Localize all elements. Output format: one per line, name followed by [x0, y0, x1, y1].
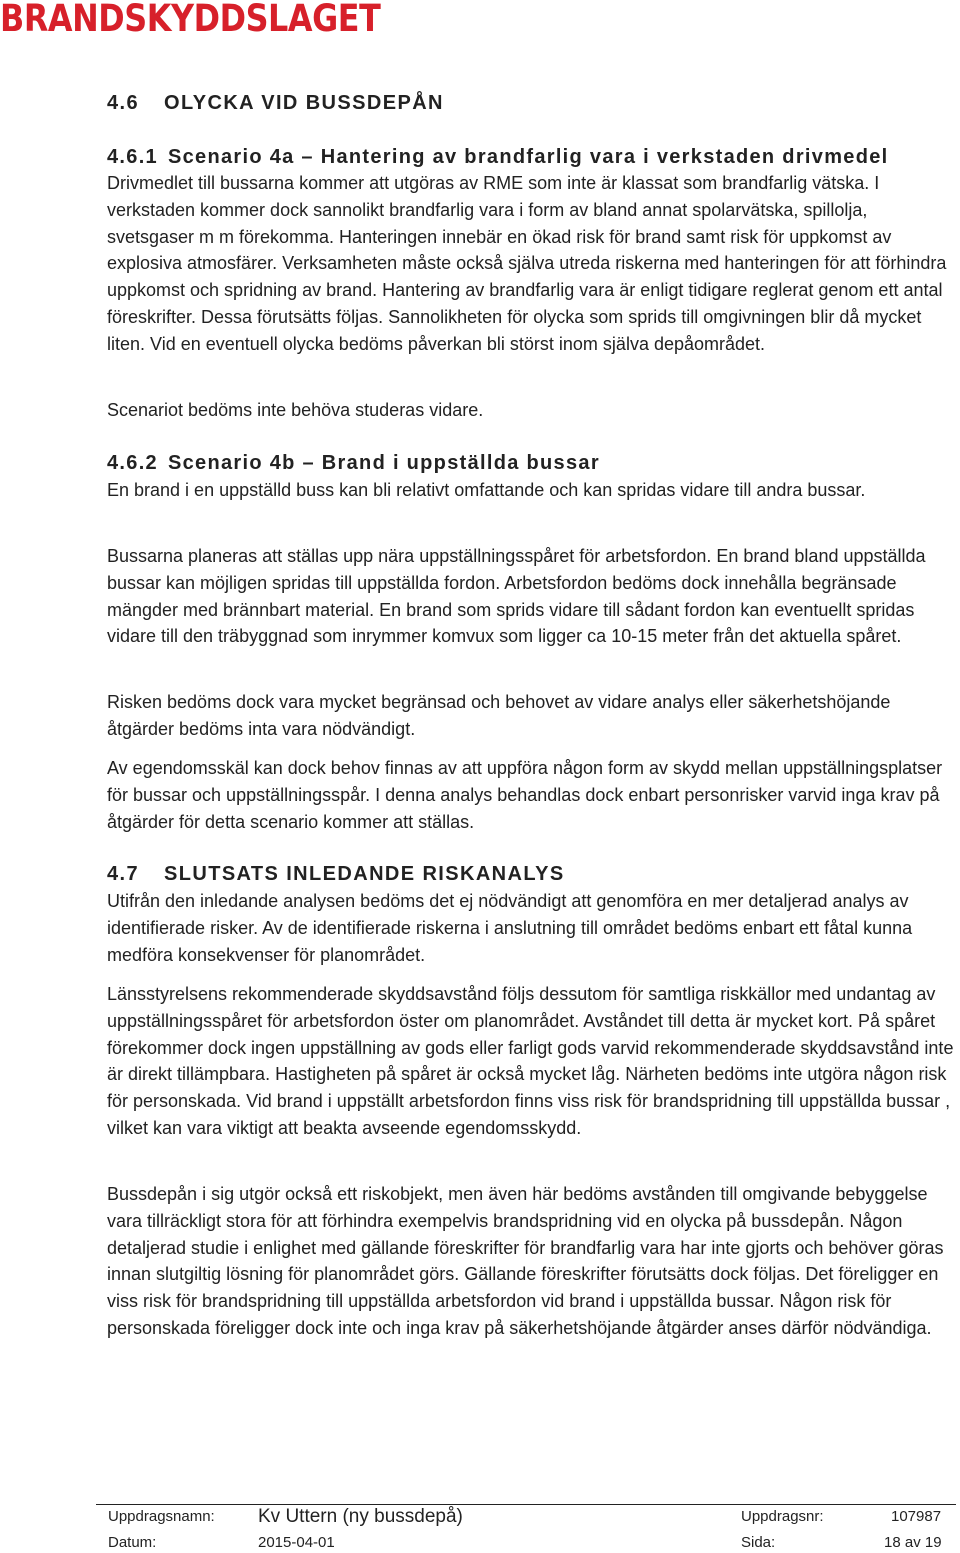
section-4-6-1-heading [107, 145, 889, 169]
footer-project-no-label: Uppdragsnr: [741, 1508, 824, 1525]
paragraph: Länsstyrelsens rekommenderade skyddsavstånd följs dessutom för samtliga riskkällor med undantag av uppställningsspåret för arbetsfordon öster om planområdet. Avståndet till detta är mycket kort. På spåret förekommer dock ingen uppställning av gods eller farligt gods varvid rekommenderade skyddsavstånd inte är direkt tillämpbara. Hastigheten på spåret är också mycket låg. Närheten bedöms inte utgöra någon risk för personskada. Vid brand i uppställt arbetsfordon finns viss risk för brandspridning till uppställda bussar , vilket kan vara viktigt att beakta avseende egendomsskydd. [107, 984, 954, 1138]
section-4-6-heading [107, 91, 444, 115]
paragraph: Risken bedöms dock vara mycket begränsad och behovet av vidare analys eller säkerhetshöjande åtgärder bedöms inta vara nödvändigt. [107, 692, 891, 739]
section-title: OLYCKA VID BUSSDEPÅN [164, 92, 444, 114]
brand-logo: BRANDSKYDDSLAGET [0, 0, 381, 40]
footer-project-name-label: Uppdragsnamn: [108, 1508, 215, 1525]
paragraph: Bussdepån i sig utgör också ett riskobjekt, men även här bedöms avstånden till omgivande bebyggelse vara tillräckligt stora för att förhindra exempelvis brandspridning vid en olycka på bussdepån. Någon detaljerad studie i enlighet med gällande föreskrifter för brandfarlig vara har inte gjorts och behöver göras innan slutgiltig lösning för planområdet görs. Gällande föreskrifter förutsätts dock följas. Det föreligger en viss risk för brandspridning till uppställda arbetsfordon vid brand i uppställda bussar. Någon risk för personskada föreligger dock inte och inga krav på säkerhetshöjande åtgärder anses därför nödvändiga. [107, 1184, 944, 1338]
footer-date-label: Datum: [108, 1534, 157, 1551]
footer-date: 2015-04-01 [258, 1534, 335, 1551]
footer-project-name: Kv Uttern (ny bussdepå) [258, 1506, 463, 1527]
section-title: Scenario 4b – Brand i uppställda bussar [167, 452, 600, 474]
section-4-7-heading [107, 862, 565, 886]
paragraph: Bussarna planeras att ställas upp nära uppställningsspåret för arbetsfordon. En brand bland uppställda bussar kan möjligen spridas till uppställda fordon. Arbetsfordon bedöms dock innehålla begränsade mängder med brännbart material. En brand som sprids vidare till sådant fordon kan eventuellt spridas vidare till den träbyggnad som inrymmer komvux som ligger ca 10-15 meter från det aktuella spåret. [107, 546, 926, 647]
footer-page-label: Sida: [741, 1534, 776, 1551]
paragraph: Scenariot bedöms inte behöva studeras vidare. [107, 400, 484, 420]
section-title: Scenario 4a – Hantering av brandfarlig vara i verkstaden drivmedel [167, 146, 889, 168]
section-title: SLUTSATS INLEDANDE RISKANALYS [164, 863, 565, 885]
paragraph: En brand i en uppställd buss kan bli relativt omfattande och kan spridas vidare till andra bussar. [107, 480, 866, 500]
section-number: 4.6 [107, 92, 140, 114]
section-number: 4.7 [107, 863, 140, 885]
section-number: 4.6.2 [107, 452, 158, 474]
paragraph: Drivmedlet till bussarna kommer att utgöras av RME som inte är klassat som brandfarlig vätska. I verkstaden kommer dock sannolikt brandfarlig vara i form av bland annat spolarvätska, spillolja, svetsgaser m m förekomma. Hanteringen innebär en ökad risk för brand samt risk för uppkomst av explosiva atmosfärer. Verksamheten måste också själva utreda riskerna med hanteringen för att förhindra uppkomst och spridning av brand. Hantering av brandfarlig vara är enligt tidigare reglerat genom ett antal föreskrifter. Dessa förutsätts följas. Sannolikheten för olycka som sprids till omgivningen blir då mycket liten. Vid en eventuell olycka bedöms påverkan bli störst inom själva depåområdet. [107, 173, 947, 354]
footer-project-no: 107987 [891, 1508, 942, 1525]
paragraph: Utifrån den inledande analysen bedöms det ej nödvändigt att genomföra en mer detaljerad analys av identifierade risker. Av de identifierade riskerna i anslutning till området bedöms enbart ett fåtal kunna medföra konsekvenser för planområdet. [107, 891, 913, 965]
section-number: 4.6.1 [107, 146, 158, 168]
footer-page-number: 18 av 19 [884, 1534, 942, 1551]
section-4-6-2-heading [107, 451, 600, 475]
paragraph: Av egendomsskäl kan dock behov finnas av att uppföra någon form av skydd mellan uppställningsplatser för bussar och uppställningsspår. I denna analys behandlas dock enbart personrisker varvid inga krav på åtgärder för detta scenario kommer att ställas. [107, 758, 943, 832]
footer-divider [96, 1504, 956, 1505]
